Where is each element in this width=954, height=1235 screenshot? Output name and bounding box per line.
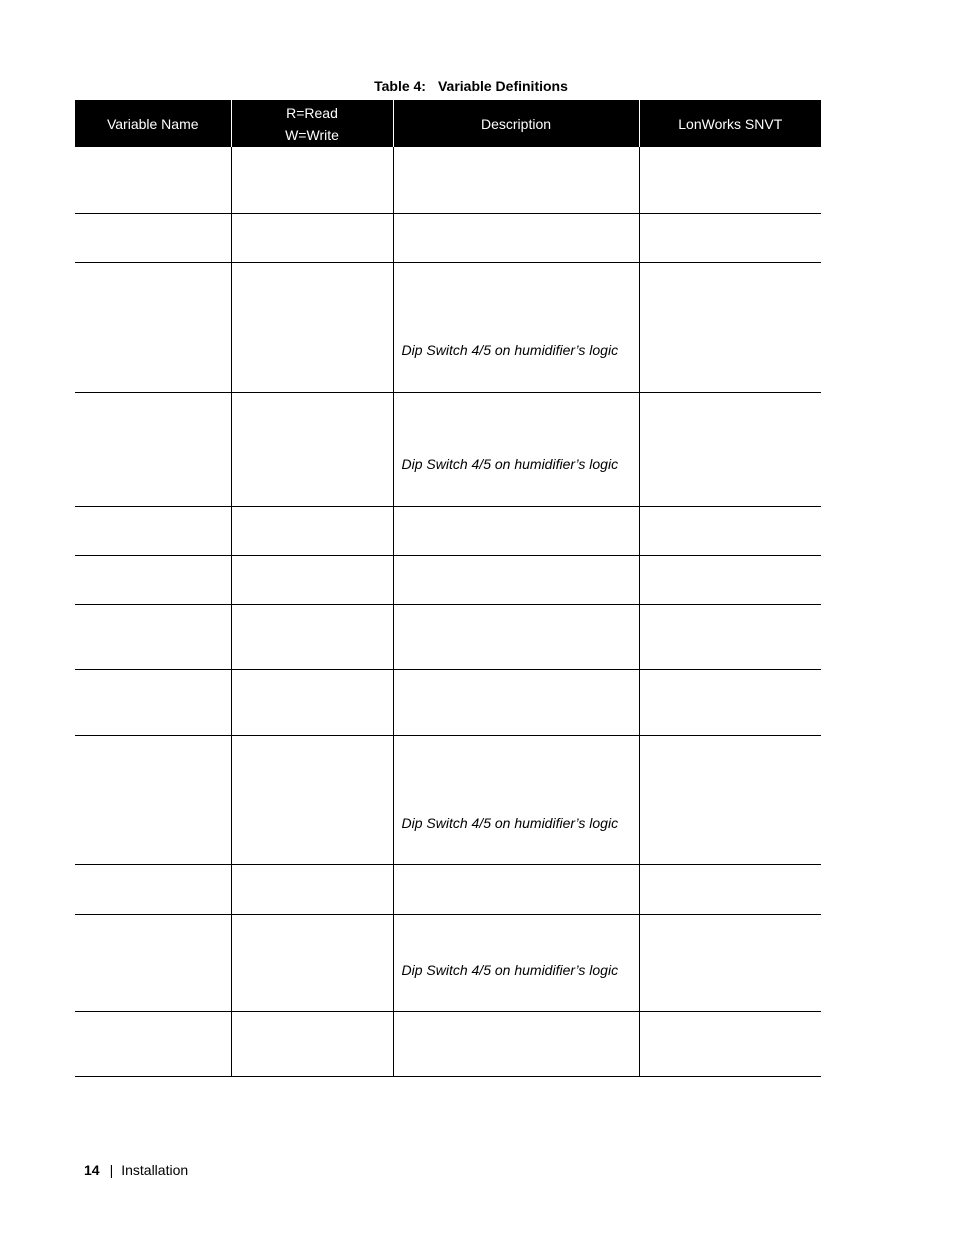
table-caption-label: Table 4: — [374, 78, 426, 94]
cell-lonworks-snvt — [639, 735, 821, 864]
cell-description — [393, 604, 639, 669]
cell-variable-name — [75, 864, 231, 914]
table-body — [75, 147, 821, 1076]
cell-read-write — [231, 669, 393, 735]
table-row — [75, 604, 821, 669]
table-row — [75, 262, 821, 392]
cell-lonworks-snvt — [639, 147, 821, 213]
cell-description-text: Dip Switch 4/5 on humidifier’s logic — [401, 455, 619, 472]
table-caption-title: Variable Definitions — [437, 78, 568, 94]
cell-description — [393, 147, 639, 213]
cell-read-write — [231, 392, 393, 506]
cell-lonworks-snvt — [639, 213, 821, 262]
cell-variable-name — [75, 914, 231, 1011]
cell-description — [393, 555, 639, 604]
table-row — [75, 669, 821, 735]
cell-variable-name — [75, 669, 231, 735]
cell-variable-name — [75, 262, 231, 392]
cell-read-write — [231, 1011, 393, 1076]
cell-lonworks-snvt — [639, 914, 821, 1011]
page-number: 14 — [84, 1162, 100, 1178]
table-row — [75, 1011, 821, 1076]
header-description: Description — [393, 100, 639, 147]
cell-description — [393, 262, 639, 392]
cell-description-text: Dip Switch 4/5 on humidifier’s logic — [401, 814, 619, 831]
cell-read-write — [231, 147, 393, 213]
cell-read-write — [231, 914, 393, 1011]
cell-read-write — [231, 506, 393, 555]
cell-lonworks-snvt — [639, 604, 821, 669]
cell-lonworks-snvt — [639, 506, 821, 555]
cell-description — [393, 669, 639, 735]
cell-lonworks-snvt — [639, 864, 821, 914]
cell-lonworks-snvt — [639, 262, 821, 392]
cell-lonworks-snvt — [639, 392, 821, 506]
cell-description — [393, 506, 639, 555]
cell-read-write — [231, 864, 393, 914]
cell-lonworks-snvt — [639, 669, 821, 735]
cell-description — [393, 735, 639, 864]
cell-lonworks-snvt — [639, 555, 821, 604]
page-footer — [84, 1162, 188, 1178]
table-row — [75, 392, 821, 506]
cell-variable-name — [75, 506, 231, 555]
cell-read-write — [231, 213, 393, 262]
cell-variable-name — [75, 1011, 231, 1076]
cell-variable-name — [75, 213, 231, 262]
table-caption — [0, 78, 942, 94]
cell-description — [393, 1011, 639, 1076]
cell-read-write — [231, 262, 393, 392]
footer-section: Installation — [121, 1162, 189, 1178]
cell-description — [393, 914, 639, 1011]
cell-description — [393, 213, 639, 262]
table-row — [75, 213, 821, 262]
variable-definitions-table — [75, 100, 821, 1077]
header-read-write: R=Read W=Write — [231, 100, 393, 147]
header-lonworks-snvt: LonWorks SNVT — [639, 100, 821, 147]
cell-read-write — [231, 555, 393, 604]
table-row — [75, 555, 821, 604]
cell-read-write — [231, 735, 393, 864]
cell-variable-name — [75, 604, 231, 669]
cell-variable-name — [75, 555, 231, 604]
cell-variable-name — [75, 735, 231, 864]
table-row — [75, 864, 821, 914]
cell-description — [393, 864, 639, 914]
cell-description — [393, 392, 639, 506]
table-row — [75, 147, 821, 213]
cell-read-write — [231, 604, 393, 669]
footer-separator: | — [109, 1162, 114, 1178]
table-row — [75, 914, 821, 1011]
cell-description-text: Dip Switch 4/5 on humidifier’s logic — [401, 961, 619, 978]
cell-variable-name — [75, 392, 231, 506]
cell-variable-name — [75, 147, 231, 213]
cell-lonworks-snvt — [639, 1011, 821, 1076]
table-row — [75, 735, 821, 864]
table-header-row — [75, 100, 821, 147]
table-row — [75, 506, 821, 555]
header-variable-name: Variable Name — [75, 100, 231, 147]
cell-description-text: Dip Switch 4/5 on humidifier’s logic — [401, 341, 619, 358]
